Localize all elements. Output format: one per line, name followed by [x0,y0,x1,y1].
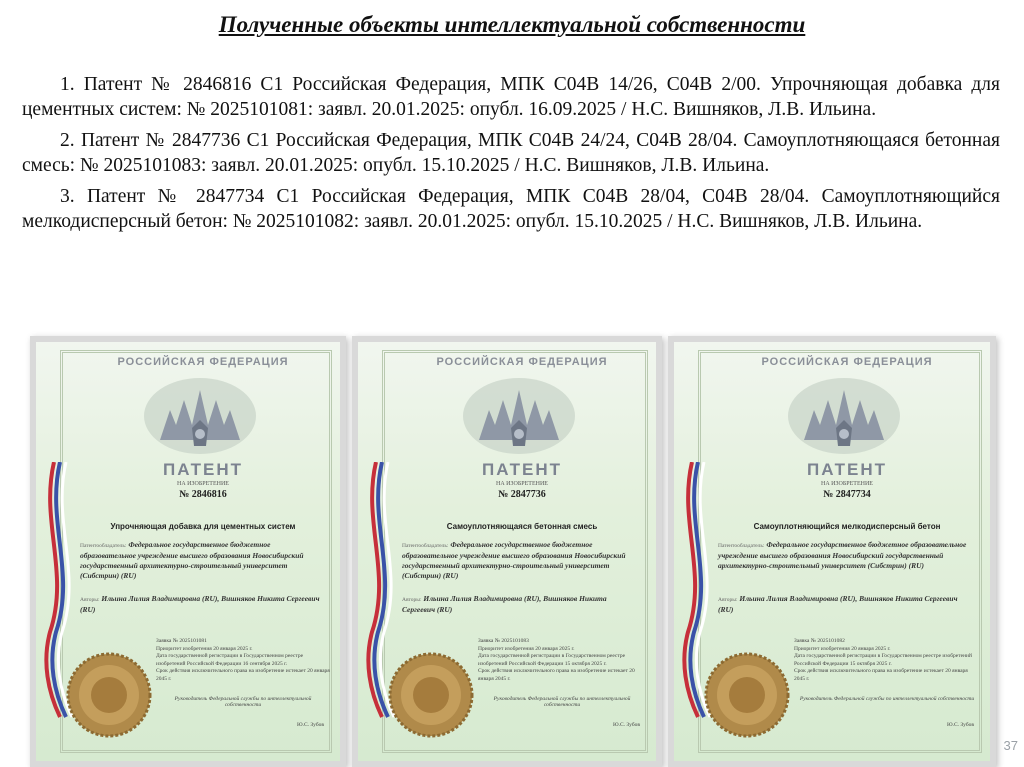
cert-authors [718,594,974,615]
cert-heading: ПАТЕНТ [806,460,888,479]
cert-holder-label: Патентообладатель: [402,543,449,549]
cert-dates [794,638,980,683]
cert-subheading: НА ИЗОБРЕТЕНИЕ [821,481,873,487]
cert-expires: Срок действия исключительного права на изобретение истекает 20 января 2045 г. [156,668,330,682]
cert-invention-name: Упрочняющая добавка для цементных систем [110,522,296,531]
cert-authors-label: Авторы: [80,597,100,603]
cert-application: Заявка № 2025101081 [156,638,207,644]
cert-heading: ПАТЕНТ [481,460,563,479]
patent-certificate-1 [30,336,346,767]
cert-signatory-name: Ю.С. Зубов [296,722,324,728]
seal-icon [388,652,474,738]
cert-country: РОССИЙСКАЯ ФЕДЕРАЦИЯ [436,356,608,368]
seal-icon [704,652,790,738]
cert-authors-label: Авторы: [402,597,422,603]
cert-signatory-name: Ю.С. Зубов [612,722,640,728]
cert-number: № 2846816 [179,489,227,500]
cert-number: № 2847734 [823,489,871,500]
certificate-gallery [0,330,1024,767]
coat-of-arms-icon [784,370,904,458]
cert-expires: Срок действия исключительного права на изобретение истекает 20 января 2045 г. [794,668,968,682]
patent-item-2: 2. Патент № 2847736 С1 Российская Федерация, МПК C04B 24/24, C04B 28/04. Самоуплотняющаяся бетонная смесь: № 2025101083: заявл. 20.01.2025: опубл. 15.10.2025 / Н.С. Вишняков, Л.В. Ильина. [22,130,1000,176]
cert-signatory-role: Руководитель Федеральной службы по интеллектуальной собственности [493,696,631,708]
cert-subheading: НА ИЗОБРЕТЕНИЕ [496,481,548,487]
cert-holder-value: Федеральное государственное бюджетное образовательное учреждение высшего образования Новосибирский государственный архитектурно-строительный университет (Сибстрин) (RU) [402,540,626,580]
cert-signatory-role: Руководитель Федеральной службы по интеллектуальной собственности [174,696,312,708]
cert-authors-label: Авторы: [718,597,738,603]
cert-registered: Дата государственной регистрации в Государственном реестре изобретений Российской Федерации 15 октября 2025 г. [794,653,972,667]
cert-country: РОССИЙСКАЯ ФЕДЕРАЦИЯ [117,356,289,368]
cert-invention-name: Самоуплотняющийся мелкодисперсный бетон [753,522,941,531]
cert-authors-value: Ильина Лилия Владимировна (RU), Вишняков Никита Сергеевич (RU) [718,594,958,614]
cert-expires: Срок действия исключительного права на изобретение истекает 20 января 2045 г. [478,668,635,682]
cert-authors [402,594,640,615]
cert-holder [718,540,974,571]
cert-holder-label: Патентообладатель: [80,543,127,549]
cert-priority: Приоритет изобретения 20 января 2025 г. [478,645,575,652]
cert-dates [478,638,646,683]
coat-of-arms-icon [459,370,579,458]
cert-holder-value: Федеральное государственное бюджетное образовательное учреждение высшего образования Новосибирский государственный архитектурно-строительный университет (Сибстрин) (RU) [718,540,967,570]
cert-invention-name: Самоуплотняющаяся бетонная смесь [446,522,598,531]
seal-icon [66,652,152,738]
cert-dates [156,638,330,683]
cert-number: № 2847736 [498,489,546,500]
cert-holder-label: Патентообладатель: [718,543,765,549]
slide-title: Полученные объекты интеллектуальной собственности [218,12,806,37]
patent-list [22,72,1000,240]
cert-signatory-name: Ю.С. Зубов [946,722,974,728]
cert-registered: Дата государственной регистрации в Государственном реестре изобретений Российской Федерации 15 октября 2025 г. [478,653,626,667]
coat-of-arms-icon [140,370,260,458]
cert-authors-value: Ильина Лилия Владимировна (RU), Вишняков Никита Сергеевич (RU) [402,594,607,614]
cert-application: Заявка № 2025101082 [794,638,845,644]
patent-item-3: 3. Патент № 2847734 С1 Российская Федерация, МПК C04B 28/04, C04B 28/04. Самоуплотняющийся мелкодисперсный бетон: № 2025101082: заявл. 20.01.2025: опубл. 15.10.2025 / Н.С. Вишняков, Л.В. Ильина. [22,186,1000,232]
cert-priority: Приоритет изобретения 20 января 2025 г. [156,645,253,652]
cert-application: Заявка № 2025101083 [478,638,529,644]
patent-item-1: 1. Патент № 2846816 С1 Российская Федерация, МПК C04B 14/26, C04B 2/00. Упрочняющая добавка для цементных систем: № 2025101081: заявл. 20.01.2025: опубл. 16.09.2025 / Н.С. Вишняков, Л.В. Ильина. [22,74,1000,120]
cert-holder [402,540,640,581]
cert-country: РОССИЙСКАЯ ФЕДЕРАЦИЯ [761,356,933,368]
cert-registered: Дата государственной регистрации в Государственном реестре изобретений Российской Федерации 16 сентября 2025 г. [156,653,304,667]
cert-authors [80,594,324,615]
cert-signatory-role: Руководитель Федеральной службы по интеллектуальной собственности [799,696,975,702]
patent-certificate-3 [668,336,996,767]
cert-authors-value: Ильина Лилия Владимировна (RU), Вишняков Никита Сергеевич (RU) [80,594,320,614]
cert-holder-value: Федеральное государственное бюджетное образовательное учреждение высшего образования Новосибирский государственный архитектурно-строительный университет (Сибстрин) (RU) [80,540,304,580]
page-number: 37 [1003,738,1018,753]
cert-holder [80,540,324,581]
cert-priority: Приоритет изобретения 20 января 2025 г. [794,645,891,652]
cert-heading: ПАТЕНТ [162,460,244,479]
patent-certificate-2 [352,336,662,767]
cert-subheading: НА ИЗОБРЕТЕНИЕ [177,481,229,487]
